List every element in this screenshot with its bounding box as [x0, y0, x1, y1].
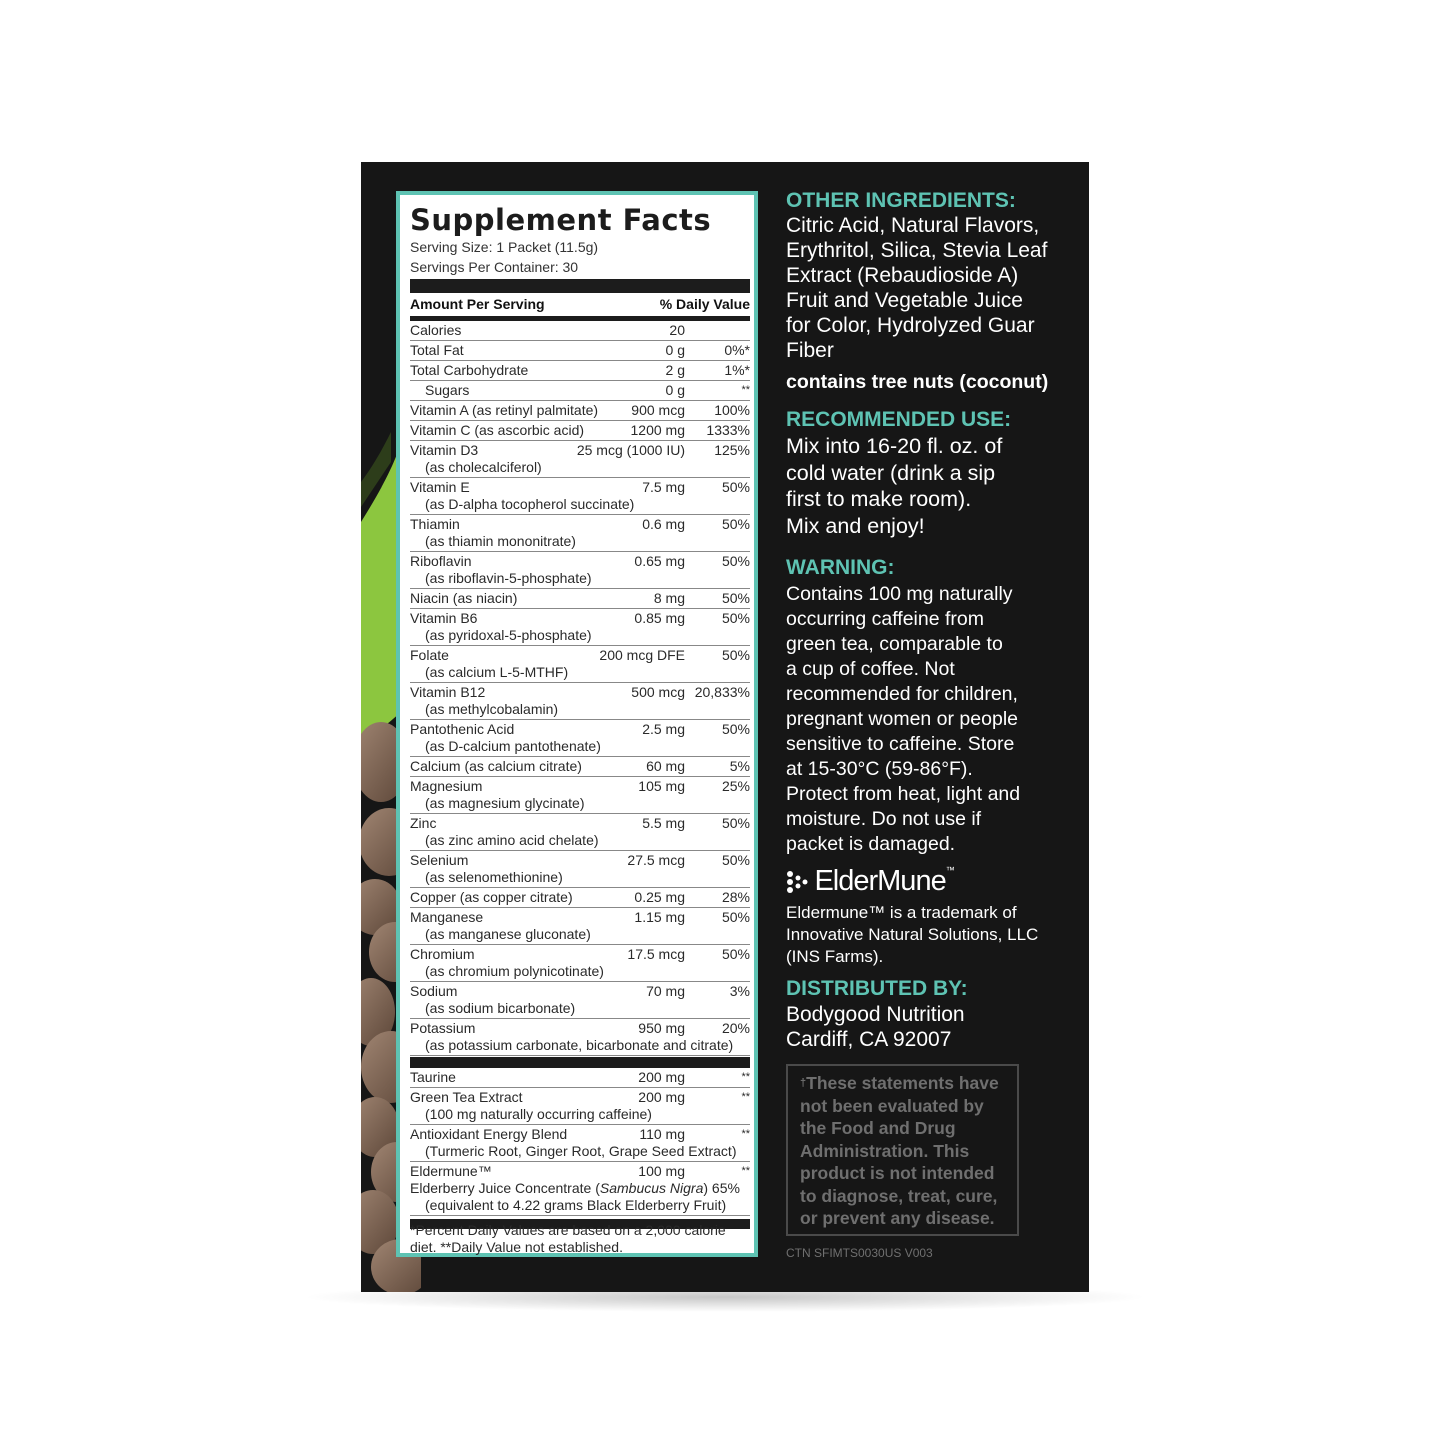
nutrient-dv: 50% [721, 590, 750, 606]
nutrient-amount: 60 mg [646, 758, 685, 774]
warning-text: Contains 100 mg naturally occurring caffeine from green tea, comparable to a cup of coffee. Not recommended for children, pregnant women or people sensitive to caffeine. Store at 15-30°C (59-86°F). Protect from heat, light and moisture. Do not use if packet is damaged. [786, 583, 1021, 855]
nutrient-row [410, 341, 750, 361]
nutrient-source: (as potassium carbonate, bicarbonate and citrate) [425, 1037, 734, 1053]
nutrient-row [410, 777, 750, 814]
supplement-facts-title: Supplement Facts [410, 203, 712, 237]
nutrient-source: (as chromium polynicotinate) [425, 963, 604, 979]
nutrient-amount: 110 mg [639, 1126, 685, 1142]
nutrient-dv: 20,833% [694, 684, 750, 700]
nutrient-dv: 50% [721, 721, 750, 737]
nutrient-dv: 50% [721, 909, 750, 925]
nutrient-name: Sugars [425, 382, 470, 398]
warning-heading: WARNING: [786, 556, 895, 579]
nutrient-source: (as sodium bicarbonate) [425, 1000, 576, 1016]
nutrient-row [410, 361, 750, 381]
supplement-facts-panel [396, 191, 758, 1257]
nutrient-row [410, 515, 750, 552]
nutrient-source: (as cholecalciferol) [425, 459, 542, 475]
nutrient-name: Green Tea Extract [410, 1089, 523, 1105]
nutrient-source: (as manganese gluconate) [425, 926, 591, 942]
nutrient-name: Riboflavin [410, 553, 472, 569]
nutrient-amount: 2.5 mg [642, 721, 685, 737]
nutrient-amount: 900 mcg [631, 402, 685, 418]
nutrient-name: Sodium [410, 983, 458, 999]
nutrient-source: (as magnesium glycinate) [425, 795, 585, 811]
nutrient-name: Magnesium [410, 778, 483, 794]
nutrient-row [410, 421, 750, 441]
nutrient-dv: 50% [721, 479, 750, 495]
nutrient-dv: 1%* [724, 362, 750, 378]
distributed-by-heading: DISTRIBUTED BY: [786, 977, 968, 1000]
nutrient-row [410, 888, 750, 908]
logo-wordmark: ElderMune™ [814, 865, 954, 897]
nutrient-name: Thiamin [410, 516, 460, 532]
nutrient-dv: 125% [714, 442, 750, 458]
nutrient-source: (as zinc amino acid chelate) [425, 832, 599, 848]
nutrient-amount: 17.5 mcg [627, 946, 685, 962]
nutrient-amount: 105 mg [638, 778, 685, 794]
eldermune-logo [786, 865, 954, 901]
nutrient-dv: 0%* [724, 342, 750, 358]
nutrient-row [410, 908, 750, 945]
blend-list [410, 1068, 750, 1162]
nutrient-amount: 200 mg [638, 1069, 685, 1085]
nutrient-dv: 28% [721, 889, 750, 905]
nutrient-dv: ** [741, 384, 750, 396]
nutrient-amount: 1.15 mg [634, 909, 685, 925]
nutrient-row [410, 321, 750, 341]
nutrient-row [410, 552, 750, 589]
nutrient-dv: 50% [721, 647, 750, 663]
nutrient-name: Vitamin C (as ascorbic acid) [410, 422, 585, 438]
distributor-address: Bodygood Nutrition Cardiff, CA 92007 [786, 1003, 965, 1051]
nutrient-amount: 0.25 mg [634, 889, 685, 905]
nutrient-dv: 25% [721, 778, 750, 794]
nutrient-amount: 500 mcg [631, 684, 685, 700]
nutrient-name: Copper (as copper citrate) [410, 889, 573, 905]
nutrient-source: (as thiamin mononitrate) [425, 533, 576, 549]
nutrient-row [410, 1125, 750, 1162]
nutrient-amount: 7.5 mg [642, 479, 685, 495]
nutrient-source: (as D-calcium pantothenate) [425, 738, 601, 754]
nutrient-name: Taurine [410, 1069, 456, 1085]
nutrient-name: Potassium [410, 1020, 476, 1036]
nutrient-name: Vitamin D3 [410, 442, 479, 458]
nutrient-dv: 50% [721, 815, 750, 831]
nutrient-dv: ** [741, 1165, 750, 1177]
nutrient-amount: 200 mcg DFE [599, 647, 685, 663]
nutrient-name: Vitamin B6 [410, 610, 478, 626]
nutrient-list [410, 321, 750, 1056]
nutrient-name: Selenium [410, 852, 469, 868]
nutrient-row [410, 982, 750, 1019]
nutrient-name: Vitamin B12 [410, 684, 486, 700]
nutrient-amount: 0.6 mg [642, 516, 685, 532]
nutrient-name: Calcium (as calcium citrate) [410, 758, 582, 774]
nutrient-dv: 50% [721, 852, 750, 868]
nutrient-source: (as selenomethionine) [425, 869, 563, 885]
nutrient-amount: 0 g [665, 382, 685, 398]
nutrient-row [410, 478, 750, 515]
nutrient-row [410, 757, 750, 777]
nutrient-name: Zinc [410, 815, 437, 831]
eldermune-line3: (equivalent to 4.22 grams Black Elderberry Fruit) [425, 1197, 727, 1213]
nutrient-row [410, 683, 750, 720]
nutrient-row [410, 814, 750, 851]
nutrient-name: Total Fat [410, 342, 464, 358]
nutrient-name: Vitamin E [410, 479, 470, 495]
nutrient-amount: 100 mg [638, 1163, 685, 1179]
other-ingredients-heading: OTHER INGREDIENTS: [786, 189, 1016, 212]
facts-header [410, 296, 750, 312]
nutrient-name: Chromium [410, 946, 475, 962]
elderberry-mark-icon [786, 870, 810, 894]
nutrient-row [410, 589, 750, 609]
product-box-back [361, 162, 1089, 1292]
eldermune-line2: Elderberry Juice Concentrate (Sambucus Nigra) 65% [410, 1180, 740, 1196]
nutrient-source: (as pyridoxal-5-phosphate) [425, 627, 592, 643]
nutrient-name: Folate [410, 647, 449, 663]
nutrient-amount: 950 mg [638, 1020, 685, 1036]
carton-code: CTN SFIMTS0030US V003 [786, 1246, 933, 1260]
nutrient-amount: 1200 mg [630, 422, 685, 438]
nutrient-source: (Turmeric Root, Ginger Root, Grape Seed Extract) [425, 1143, 737, 1159]
nutrient-dv: ** [741, 1128, 750, 1140]
servings-per-container: Servings Per Container: 30 [410, 259, 579, 275]
nutrient-row [410, 945, 750, 982]
thick-divider [410, 279, 750, 293]
nutrient-amount: 0.65 mg [634, 553, 685, 569]
fda-disclaimer-text: †These statements have not been evaluated by the Food and Drug Administration. This product is not intended to diagnose, treat, cure, or prevent any disease. [800, 1073, 999, 1228]
nutrient-dv: 5% [729, 758, 750, 774]
nutrient-rows [410, 321, 750, 1229]
nutrient-amount: 0 g [665, 342, 685, 358]
nutrient-name: Pantothenic Acid [410, 721, 515, 737]
amount-per-serving-header: Amount Per Serving [410, 296, 545, 312]
fda-disclaimer-box [786, 1064, 1019, 1236]
nutrient-row [410, 1019, 750, 1056]
nutrient-source: (100 mg naturally occurring caffeine) [425, 1106, 652, 1122]
nutrient-source: (as methylcobalamin) [425, 701, 559, 717]
nutrient-source: (as D-alpha tocopherol succinate) [425, 496, 635, 512]
daily-value-header: % Daily Value [659, 296, 750, 312]
nutrient-source: (as calcium L-5-MTHF) [425, 664, 569, 680]
recommended-use-heading: RECOMMENDED USE: [786, 408, 1012, 431]
nutrient-dv: 50% [721, 516, 750, 532]
nutrient-amount: 2 g [665, 362, 685, 378]
nutrient-row [410, 441, 750, 478]
nutrient-dv: 50% [721, 553, 750, 569]
nutrient-name: Manganese [410, 909, 484, 925]
nutrient-name: Calories [410, 322, 462, 338]
mid-divider [410, 1057, 750, 1068]
nutrient-amount: 25 mcg (1000 IU) [576, 442, 685, 458]
nutrient-amount: 0.85 mg [634, 610, 685, 626]
nutrient-dv: 20% [721, 1020, 750, 1036]
serving-size: Serving Size: 1 Packet (11.5g) [410, 239, 599, 255]
nutrient-row [410, 1068, 750, 1088]
nutrient-amount: 8 mg [653, 590, 685, 606]
allergen-statement: contains tree nuts (coconut) [786, 371, 1049, 393]
trademark-text: Eldermune™ is a trademark of Innovative Natural Solutions, LLC (INS Farms). [786, 903, 1039, 966]
nutrient-amount: 70 mg [646, 983, 685, 999]
nutrient-name: Total Carbohydrate [410, 362, 529, 378]
nutrient-dv: 50% [721, 610, 750, 626]
nutrient-row [410, 609, 750, 646]
nutrient-row [410, 720, 750, 757]
nutrient-dv: 3% [729, 983, 750, 999]
nutrient-row [410, 401, 750, 421]
nutrient-dv: ** [741, 1091, 750, 1103]
nutrient-name: Antioxidant Energy Blend [410, 1126, 568, 1142]
nutrient-amount: 5.5 mg [642, 815, 685, 831]
nutrient-amount: 20 [669, 322, 685, 338]
nutrient-row [410, 646, 750, 683]
nutrient-row [410, 381, 750, 401]
nutrient-amount: 27.5 mcg [627, 852, 685, 868]
nutrient-name: Vitamin A (as retinyl palmitate) [410, 402, 599, 418]
facts-footnote: *Percent Daily Values are based on a 2,000 calorie diet. **Daily Value not established. [410, 1222, 726, 1255]
nutrient-source: (as riboflavin-5-phosphate) [425, 570, 592, 586]
other-ingredients-text: Citric Acid, Natural Flavors, Erythritol, Silica, Stevia Leaf Extract (Rebaudioside A) Fruit and Vegetable Juice for Color, Hydrolyzed Guar Fiber [786, 214, 1048, 362]
nutrient-row [410, 851, 750, 888]
nutrient-amount: 200 mg [638, 1089, 685, 1105]
nutrient-dv: 1333% [706, 422, 750, 438]
nutrient-dv: 100% [714, 402, 750, 418]
nutrient-dv: ** [741, 1071, 750, 1083]
nutrient-dv: 50% [721, 946, 750, 962]
nutrient-row [410, 1088, 750, 1125]
nutrient-name: Niacin (as niacin) [410, 590, 518, 606]
eldermune-row [410, 1162, 750, 1216]
nutrient-name: Eldermune™ [410, 1163, 492, 1179]
recommended-use-text: Mix into 16-20 fl. oz. of cold water (drink a sip first to make room). Mix and enjoy! [786, 434, 1003, 538]
